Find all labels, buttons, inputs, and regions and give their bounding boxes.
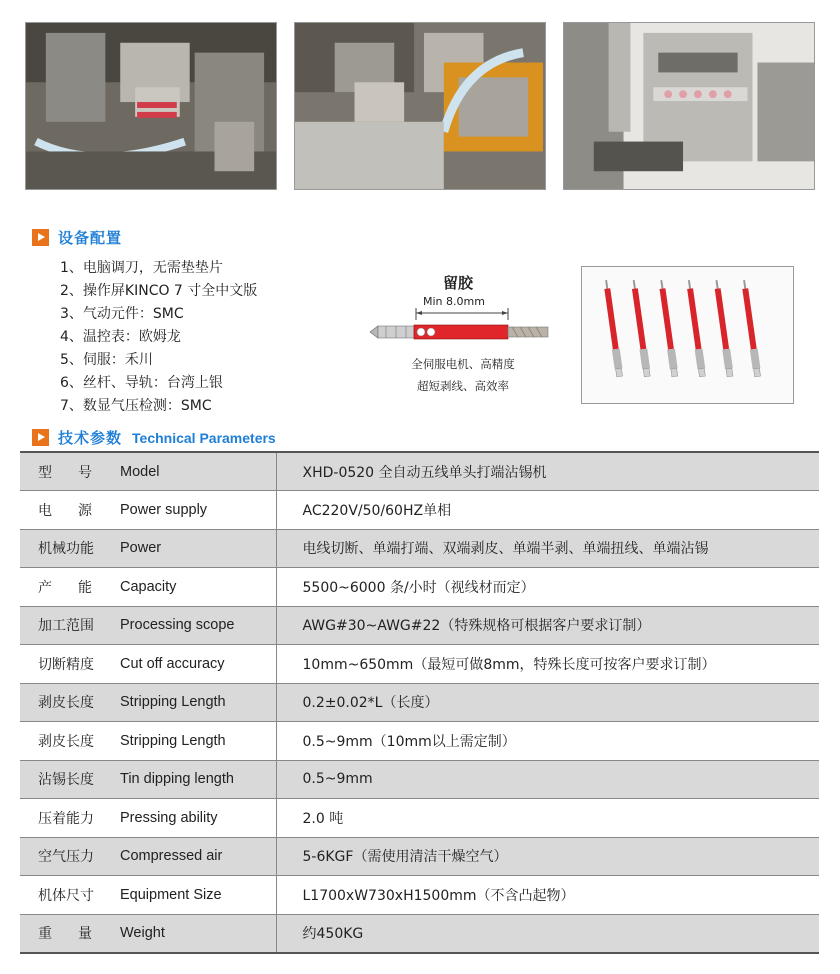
table-row	[20, 722, 819, 761]
table-row	[20, 529, 819, 568]
param-label-cn: 型号	[20, 452, 120, 491]
param-label-en: Capacity	[120, 568, 276, 607]
machine-photo-1	[25, 22, 277, 190]
param-value: 5500~6000 条/小时（视线材而定）	[276, 568, 819, 607]
table-row	[20, 645, 819, 684]
param-value: 10mm~650mm（最短可做8mm，特殊长度可按客户要求订制）	[276, 645, 819, 684]
param-label-cn: 压着能力	[20, 799, 120, 838]
param-label-cn: 机体尺寸	[20, 876, 120, 915]
param-label-cn: 沾锡长度	[20, 760, 120, 799]
param-value: 0.5~9mm	[276, 760, 819, 799]
config-item: 5、伺服：禾川	[60, 352, 153, 368]
param-label-en: Equipment Size	[120, 876, 276, 915]
param-label-en: Power supply	[120, 491, 276, 530]
config-list	[60, 257, 257, 418]
param-label-cn: 机械功能	[20, 529, 120, 568]
param-label-en: Compressed air	[120, 837, 276, 876]
param-label-cn: 剥皮长度	[20, 722, 120, 761]
arrow-icon	[32, 229, 49, 246]
param-label-cn: 加工范围	[20, 606, 120, 645]
param-label-en: Stripping Length	[120, 683, 276, 722]
machine-photo-3	[563, 22, 815, 190]
photo-row	[25, 22, 815, 192]
param-label-en: Model	[120, 452, 276, 491]
param-value: AC220V/50/60HZ单相	[276, 491, 819, 530]
diagram-caption-2: 超短剥线、高效率	[417, 379, 509, 393]
stripping-diagram	[368, 272, 558, 402]
table-row	[20, 452, 819, 491]
param-label-en: Pressing ability	[120, 799, 276, 838]
params-section-header	[32, 427, 276, 448]
param-label-en: Cut off accuracy	[120, 645, 276, 684]
diagram-caption-1: 全伺服电机、高精度	[411, 357, 515, 371]
config-item: 2、操作屏KINCO 7 寸全中文版	[60, 283, 258, 299]
table-row	[20, 568, 819, 607]
param-label-cn: 切断精度	[20, 645, 120, 684]
config-item: 7、数显气压检测：SMC	[60, 398, 212, 414]
table-row	[20, 837, 819, 876]
param-label-cn: 电源	[20, 491, 120, 530]
wire-sample	[602, 280, 761, 377]
param-label-en: Tin dipping length	[120, 760, 276, 799]
param-label-cn: 空气压力	[20, 837, 120, 876]
params-title-en: Technical Parameters	[132, 429, 276, 446]
table-row	[20, 760, 819, 799]
config-item: 4、温控表：欧姆龙	[60, 329, 181, 345]
param-value: 5-6KGF（需使用清洁干燥空气）	[276, 837, 819, 876]
param-value: 2.0 吨	[276, 799, 819, 838]
param-label-cn: 剥皮长度	[20, 683, 120, 722]
config-section-header	[32, 227, 122, 248]
config-item: 1、电脑调刀，无需垫垫片	[60, 260, 223, 276]
param-value: 0.5~9mm（10mm以上需定制）	[276, 722, 819, 761]
param-label-en: Power	[120, 529, 276, 568]
arrow-icon	[32, 429, 49, 446]
diagram-title: 留胶	[443, 274, 474, 292]
param-label-en: Stripping Length	[120, 722, 276, 761]
param-label-cn: 重量	[20, 914, 120, 953]
machine-photo-2	[294, 22, 546, 190]
param-value: 0.2±0.02*L（长度）	[276, 683, 819, 722]
param-label-en: Weight	[120, 914, 276, 953]
param-label-en: Processing scope	[120, 606, 276, 645]
param-value: 约450KG	[276, 914, 819, 953]
table-row	[20, 683, 819, 722]
param-value: AWG#30~AWG#22（特殊规格可根据客户要求订制）	[276, 606, 819, 645]
table-row	[20, 914, 819, 953]
params-title-cn: 技术参数	[58, 429, 123, 447]
table-row	[20, 799, 819, 838]
param-value: L1700xW730xH1500mm（不含凸起物）	[276, 876, 819, 915]
config-item: 6、丝杆、导轨：台湾上银	[60, 375, 223, 391]
config-title: 设备配置	[58, 229, 123, 247]
param-value: XHD-0520 全自动五线单头打端沾锡机	[276, 452, 819, 491]
param-value: 电线切断、单端打端、双端剥皮、单端半剥、单端扭线、单端沾锡	[276, 529, 819, 568]
params-table	[20, 451, 819, 954]
finished-wires-image	[581, 266, 794, 404]
table-row	[20, 491, 819, 530]
table-row	[20, 606, 819, 645]
wire-drawing	[368, 306, 558, 346]
config-item: 3、气动元件：SMC	[60, 306, 184, 322]
table-row	[20, 876, 819, 915]
dimension-label: Min 8.0mm	[423, 295, 485, 308]
param-label-cn: 产能	[20, 568, 120, 607]
